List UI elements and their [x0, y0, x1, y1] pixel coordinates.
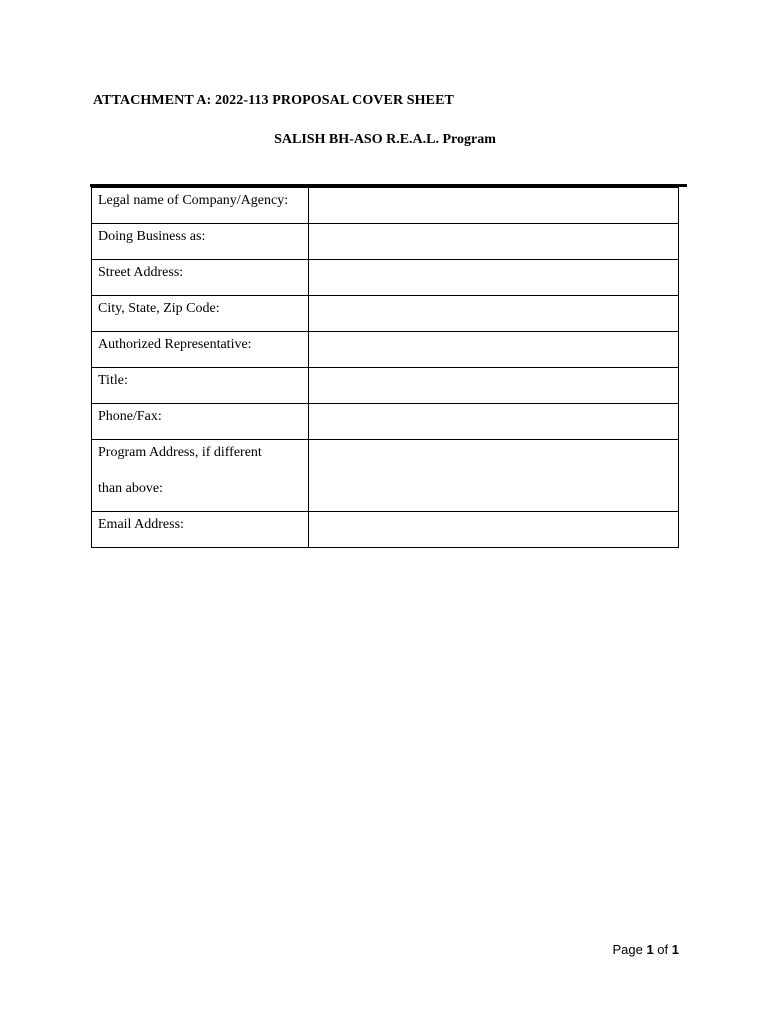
field-label: City, State, Zip Code:: [92, 296, 309, 332]
page-number-footer: [612, 942, 679, 957]
field-label: Email Address:: [92, 512, 309, 548]
field-label-line1: Program Address, if different: [98, 445, 262, 460]
authorized-representative-field[interactable]: [309, 332, 679, 368]
form-row-title: [92, 368, 679, 404]
field-label: Phone/Fax:: [92, 404, 309, 440]
field-label: Street Address:: [92, 260, 309, 296]
form-row-program-address: [92, 440, 679, 512]
program-name: SALISH BH-ASO R.E.A.L. Program: [274, 132, 496, 147]
form-row-street-address: [92, 260, 679, 296]
field-label: [92, 440, 309, 512]
field-label: Title:: [92, 368, 309, 404]
email-address-field[interactable]: [309, 512, 679, 548]
document-heading: ATTACHMENT A: 2022-113 PROPOSAL COVER SHEET: [93, 93, 454, 108]
form-row-legal-name: [92, 188, 679, 224]
field-label: Doing Business as:: [92, 224, 309, 260]
page-word: Page: [612, 942, 643, 957]
doing-business-as-field[interactable]: [309, 224, 679, 260]
title-field[interactable]: [309, 368, 679, 404]
field-label: Authorized Representative:: [92, 332, 309, 368]
current-page-number: 1: [646, 942, 654, 957]
street-address-field[interactable]: [309, 260, 679, 296]
total-pages-number: 1: [671, 942, 679, 957]
form-row-city-state-zip: [92, 296, 679, 332]
document-subheading: [0, 132, 770, 148]
legal-name-field[interactable]: [309, 188, 679, 224]
of-word: of: [657, 942, 669, 957]
field-label-line2: than above:: [98, 481, 163, 496]
cover-sheet-form-table: [91, 187, 679, 548]
form-row-doing-business-as: [92, 224, 679, 260]
form-row-authorized-representative: [92, 332, 679, 368]
city-state-zip-field[interactable]: [309, 296, 679, 332]
form-row-phone-fax: [92, 404, 679, 440]
field-label: Legal name of Company/Agency:: [92, 188, 309, 224]
program-address-field[interactable]: [309, 440, 679, 512]
form-row-email-address: [92, 512, 679, 548]
phone-fax-field[interactable]: [309, 404, 679, 440]
